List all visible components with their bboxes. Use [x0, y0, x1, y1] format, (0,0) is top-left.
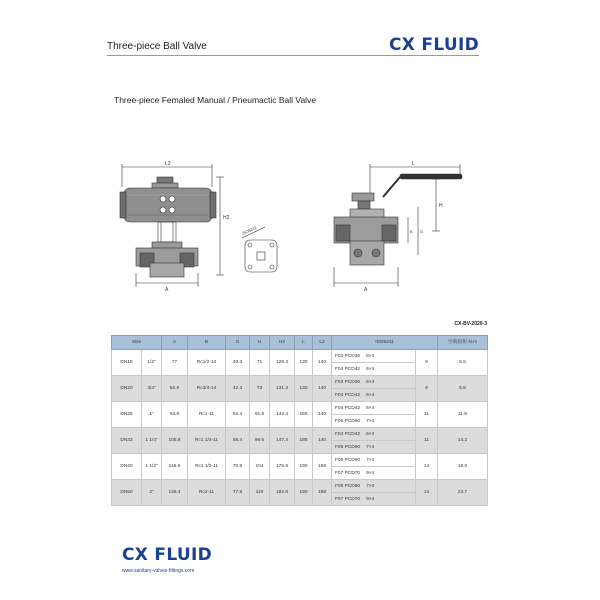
- cell-h2: 182.8: [270, 480, 295, 506]
- iso-bolt-2: 6×4: [366, 392, 375, 398]
- header-l: L: [295, 336, 313, 350]
- cell-iso-2: [332, 467, 416, 480]
- cell-h2: 129.3: [270, 350, 295, 376]
- table-row: [112, 454, 488, 467]
- page-title: Three-piece Ball Valve: [107, 41, 207, 52]
- iso-label: ISO5211: [241, 224, 258, 236]
- dim-label-b: B: [410, 229, 413, 234]
- pneumatic-valve-drawing: [120, 164, 224, 287]
- table-row: [112, 350, 488, 363]
- table-row: [112, 376, 488, 389]
- cell-inch: 1 1/2": [142, 454, 162, 480]
- iso-flange-2: F07 PCD70: [335, 470, 361, 476]
- cell-a: 93.8: [162, 402, 188, 428]
- cell-a: 116.6: [162, 454, 188, 480]
- dim-label-l: L: [412, 161, 415, 167]
- dim-label-a-right: A: [364, 287, 368, 293]
- header-torque: 空载扭矩 N.m: [438, 336, 488, 350]
- iso-bolt-1: 6×4: [366, 405, 375, 411]
- cell-a: 77: [162, 350, 188, 376]
- cell-b: Rc2-11: [188, 480, 226, 506]
- cell-l2: 159: [313, 480, 332, 506]
- cell-iso-2: [332, 493, 416, 506]
- cell-a: 136.4: [162, 480, 188, 506]
- cell-torque: 5.5: [438, 376, 488, 402]
- iso-flange-2: F04 PCD42: [335, 366, 361, 372]
- table-row: [112, 428, 488, 441]
- iso-bolt-1: 7×4: [366, 457, 375, 463]
- cell-iso-1: [332, 454, 416, 467]
- cell-iso-1: [332, 376, 416, 389]
- cell-inch: 3/4": [142, 376, 162, 402]
- cell-iso-1: [332, 428, 416, 441]
- cell-g: 53.4: [226, 402, 250, 428]
- cell-a: 105.8: [162, 428, 188, 454]
- cell-h: 91.6: [250, 402, 270, 428]
- cell-g: 58.4: [226, 428, 250, 454]
- dim-label-l2: L2: [165, 161, 171, 167]
- header-h: H: [250, 336, 270, 350]
- cell-torque: 11.8: [438, 402, 488, 428]
- iso-bolt-2: 7×4: [366, 418, 375, 424]
- footer-url[interactable]: www.sanitary-valves-fittings.com: [122, 568, 195, 574]
- dim-label-a-left: A: [165, 287, 169, 293]
- cell-square: 9: [416, 376, 438, 402]
- cell-h: 71: [250, 350, 270, 376]
- cell-b: Rc1-11: [188, 402, 226, 428]
- cell-b: Rc1/2-14: [188, 350, 226, 376]
- cell-iso-1: [332, 480, 416, 493]
- iso-bolt-2: 6×4: [366, 366, 375, 372]
- cell-dn: DN25: [112, 402, 142, 428]
- iso-flange-1: F03 PCD36: [335, 353, 361, 359]
- cell-dn: DN32: [112, 428, 142, 454]
- cell-h2: 147.4: [270, 428, 295, 454]
- cell-iso-2: [332, 441, 416, 454]
- header-l2: L2: [313, 336, 332, 350]
- cell-h: 73: [250, 376, 270, 402]
- cell-l: 190: [295, 480, 313, 506]
- iso-bolt-1: 7×4: [366, 483, 375, 489]
- cell-g: 70.8: [226, 454, 250, 480]
- cell-b: Rc1 1/2-11: [188, 454, 226, 480]
- manual-valve-drawing: [334, 164, 462, 287]
- cell-iso-1: [332, 350, 416, 363]
- cell-square: 11: [416, 428, 438, 454]
- cell-h2: 142.4: [270, 402, 295, 428]
- iso-flange-2: F05 PCD50: [335, 418, 361, 424]
- header-h2: H2: [270, 336, 295, 350]
- cell-l2: 140: [313, 350, 332, 376]
- iso-flange-1: F04 PCD42: [335, 405, 361, 411]
- iso-bolt-1: 6×4: [366, 431, 375, 437]
- header-g: G: [226, 336, 250, 350]
- footer-brand-logo: CX FLUID: [122, 545, 212, 565]
- cell-h: 110: [250, 480, 270, 506]
- cell-a: 82.9: [162, 376, 188, 402]
- cell-inch: 1 1/4": [142, 428, 162, 454]
- cell-iso-2: [332, 363, 416, 376]
- cell-h2: 175.8: [270, 454, 295, 480]
- iso-flange-1: F04 PCD42: [335, 431, 361, 437]
- table-row: [112, 480, 488, 493]
- iso-flange-2: F04 PCD42: [335, 392, 361, 398]
- iso-bolt-2: 9×4: [366, 470, 375, 476]
- header-iso: ISO5211: [332, 336, 438, 350]
- header-divider: [107, 55, 479, 56]
- cell-inch: 2": [142, 480, 162, 506]
- table-row: [112, 402, 488, 415]
- cell-torque: 19.0: [438, 454, 488, 480]
- cell-inch: 1/2": [142, 350, 162, 376]
- brand-logo: CX FLUID: [389, 35, 479, 55]
- header-size: Size: [112, 336, 162, 350]
- cell-square: 14: [416, 480, 438, 506]
- cell-square: 11: [416, 402, 438, 428]
- dim-label-h: H: [439, 203, 443, 209]
- cell-h2: 131.3: [270, 376, 295, 402]
- iso-bolt-2: 7×4: [366, 444, 375, 450]
- cell-iso-2: [332, 389, 416, 402]
- iso-flange-1: F05 PCD50: [335, 457, 361, 463]
- iso-flange-2: F07 PCD70: [335, 496, 361, 502]
- cell-l2: 140: [313, 376, 332, 402]
- cell-h: 104: [250, 454, 270, 480]
- cell-l2: 140: [313, 402, 332, 428]
- cell-l: 130: [295, 350, 313, 376]
- technical-drawings: [100, 155, 500, 300]
- cell-iso-1: [332, 402, 416, 415]
- cell-l: 190: [295, 454, 313, 480]
- spec-table: [111, 335, 488, 506]
- cell-g: 42.3: [226, 376, 250, 402]
- cell-torque: 14.2: [438, 428, 488, 454]
- iso-flange-1: F03 PCD36: [335, 379, 361, 385]
- cell-square: 14: [416, 454, 438, 480]
- cell-b: Rc1 1/4-11: [188, 428, 226, 454]
- cell-l: 130: [295, 376, 313, 402]
- cell-h: 96.6: [250, 428, 270, 454]
- cell-torque: 5.5: [438, 350, 488, 376]
- section-subtitle: Three-piece Femaled Manual / Pneumactic Ball Valve: [114, 95, 317, 105]
- cell-iso-2: [332, 415, 416, 428]
- iso-bolt-2: 9×4: [366, 496, 375, 502]
- document-code: CX-BV-2020-3: [454, 321, 487, 327]
- iso-bolt-1: 6×4: [366, 353, 375, 359]
- dim-label-g: G: [420, 229, 424, 234]
- cell-l2: 159: [313, 454, 332, 480]
- cell-l: 165: [295, 402, 313, 428]
- header-b: B: [188, 336, 226, 350]
- cell-dn: DN20: [112, 376, 142, 402]
- table-header-row: [112, 336, 488, 350]
- cell-torque: 23.7: [438, 480, 488, 506]
- cell-inch: 1": [142, 402, 162, 428]
- cell-b: Rc3/4-14: [188, 376, 226, 402]
- header-a: A: [162, 336, 188, 350]
- cell-l: 185: [295, 428, 313, 454]
- dim-label-h2: H2: [223, 215, 230, 221]
- cell-square: 9: [416, 350, 438, 376]
- iso-flange-1: F05 PCD50: [335, 483, 361, 489]
- iso-bolt-1: 6×4: [366, 379, 375, 385]
- cell-g: 77.8: [226, 480, 250, 506]
- iso-flange-2: F05 PCD50: [335, 444, 361, 450]
- cell-g: 40.3: [226, 350, 250, 376]
- cell-l2: 140: [313, 428, 332, 454]
- cell-dn: DN50: [112, 480, 142, 506]
- cell-dn: DN15: [112, 350, 142, 376]
- cell-dn: DN40: [112, 454, 142, 480]
